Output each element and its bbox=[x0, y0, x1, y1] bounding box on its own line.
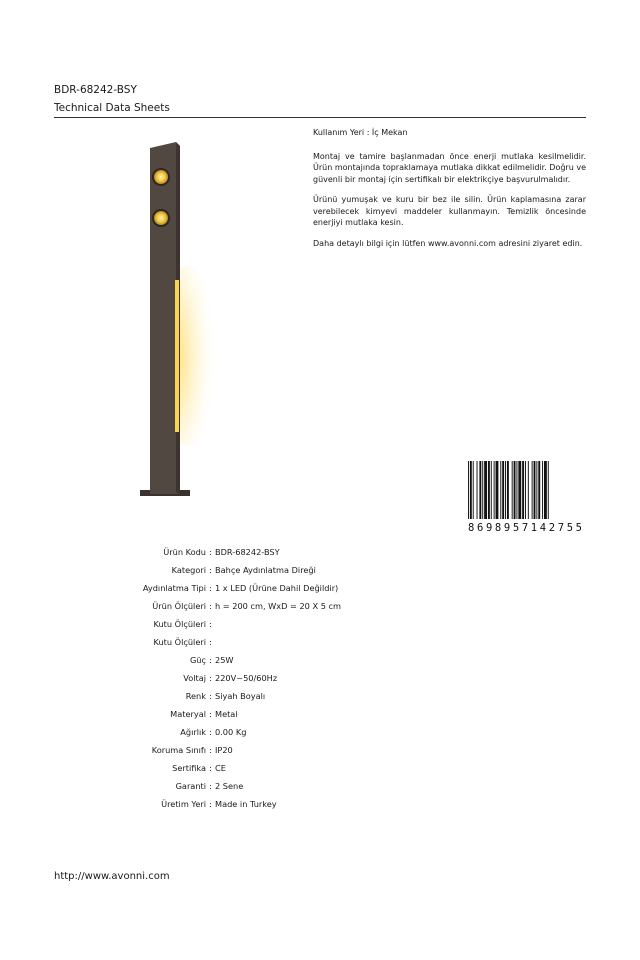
spec-value: 220V~50/60Hz bbox=[215, 673, 278, 683]
spec-key: Koruma Sınıfı bbox=[151, 745, 206, 755]
barcode bbox=[466, 461, 584, 533]
spec-value: IP20 bbox=[215, 745, 233, 755]
spec-row-box-dimensions-2: Kutu Ölçüleri : bbox=[60, 633, 341, 651]
spec-key: Ürün Kodu bbox=[163, 547, 206, 557]
cleaning-instructions: Ürünü yumuşak ve kuru bir bez ile silin. Ürün kaplamasına zarar verebilecek kimyevi maddeler kullanmayın. Temizlik öncesinde enerjiyi mutlaka kesin. bbox=[313, 195, 586, 227]
barcode-bar bbox=[502, 461, 504, 519]
spec-row-weight: Ağırlık : 0.00 Kg bbox=[60, 723, 341, 741]
spec-row-box-dimensions: Kutu Ölçüleri : bbox=[60, 615, 341, 633]
barcode-bar bbox=[470, 461, 472, 519]
spec-value: Made in Turkey bbox=[215, 799, 277, 809]
usage-location: Kullanım Yeri : İç Mekan bbox=[313, 128, 408, 137]
barcode-bar bbox=[532, 461, 533, 519]
spec-key: Renk bbox=[185, 691, 206, 701]
spec-value: 0.00 Kg bbox=[215, 727, 247, 737]
spec-key: Ağırlık bbox=[180, 727, 206, 737]
barcode-bar bbox=[484, 461, 487, 519]
barcode-bar bbox=[477, 461, 478, 519]
spec-table bbox=[60, 543, 341, 813]
spec-value: CE bbox=[215, 763, 226, 773]
spec-key: Materyal bbox=[170, 709, 206, 719]
spec-key: Voltaj bbox=[183, 673, 206, 683]
barcode-bar bbox=[536, 461, 537, 519]
spec-value: 1 x LED (Ürüne Dahil Değildir) bbox=[215, 583, 339, 593]
barcode-bar bbox=[514, 461, 516, 519]
spec-key: Garanti bbox=[175, 781, 206, 791]
spec-row-power: Güç : 25W bbox=[60, 651, 341, 669]
barcode-bar bbox=[482, 461, 483, 519]
spec-key: Güç bbox=[189, 655, 206, 665]
spec-row-origin: Üretim Yeri : Made in Turkey bbox=[60, 795, 341, 813]
installation-warning: Montaj ve tamire başlanmadan önce enerji mutlaka kesilmelidir. Ürün montajında topraklamaya mutlaka dikkat edilmelidir. Doğru ve güvenli bir montaj için sertifikalı bir elektrikçiye başvurulmalıdır. bbox=[313, 151, 586, 184]
barcode-graphic bbox=[466, 461, 584, 533]
barcode-bar bbox=[496, 461, 499, 519]
barcode-bar bbox=[542, 461, 543, 519]
spec-key: Sertifika bbox=[172, 763, 206, 773]
barcode-bar bbox=[473, 461, 474, 519]
spec-value: Bahçe Aydınlatma Direği bbox=[215, 565, 316, 575]
garden-pole-illustration bbox=[130, 138, 220, 503]
spec-key: Kutu Ölçüleri bbox=[153, 619, 206, 629]
barcode-digits: 8698957142755 bbox=[468, 522, 582, 533]
spec-key: Ürün Ölçüleri bbox=[152, 601, 206, 611]
spec-row-voltage: Voltaj : 220V~50/60Hz bbox=[60, 669, 341, 687]
spec-row-lighting-type: Aydınlatma Tipi : 1 x LED (Ürüne Dahil Değildir) bbox=[60, 579, 341, 597]
header bbox=[54, 83, 586, 118]
spec-value: 2 Sene bbox=[215, 781, 244, 791]
spec-value: h = 200 cm, WxD = 20 X 5 cm bbox=[215, 601, 341, 611]
spec-key: Aydınlatma Tipi bbox=[142, 583, 206, 593]
barcode-bar bbox=[548, 461, 549, 519]
spec-row-warranty: Garanti : 2 Sene bbox=[60, 777, 341, 795]
barcode-bar bbox=[468, 461, 469, 519]
spec-value: BDR-68242-BSY bbox=[215, 547, 280, 557]
barcode-bar bbox=[500, 461, 501, 519]
barcode-bar bbox=[528, 461, 529, 519]
spec-row-color: Renk : Siyah Boyalı bbox=[60, 687, 341, 705]
document-subtitle: Technical Data Sheets bbox=[54, 102, 170, 114]
spec-value: 25W bbox=[215, 655, 234, 665]
spec-row-protection-class: Koruma Sınıfı : IP20 bbox=[60, 741, 341, 759]
spec-key: Kategori bbox=[171, 565, 206, 575]
spec-key: Üretim Yeri bbox=[161, 799, 206, 809]
barcode-bar bbox=[538, 461, 540, 519]
barcode-bar bbox=[479, 461, 481, 519]
spec-row-category: Kategori : Bahçe Aydınlatma Direği bbox=[60, 561, 341, 579]
spec-row-product-code: Ürün Kodu : BDR-68242-BSY bbox=[60, 543, 341, 561]
barcode-bar bbox=[518, 461, 521, 519]
barcode-bar bbox=[544, 461, 547, 519]
barcode-bar bbox=[534, 461, 536, 519]
barcode-bar bbox=[512, 461, 513, 519]
spec-row-material: Materyal : Metal bbox=[60, 705, 341, 723]
spec-value: Metal bbox=[215, 709, 238, 719]
barcode-bar bbox=[491, 461, 492, 519]
product-code-title: BDR-68242-BSY bbox=[54, 84, 137, 96]
header-divider bbox=[54, 117, 586, 118]
barcode-bar bbox=[522, 461, 524, 519]
spec-key: Kutu Ölçüleri bbox=[153, 637, 206, 647]
spec-row-product-dimensions: Ürün Ölçüleri : h = 200 cm, WxD = 20 X 5 cm bbox=[60, 597, 341, 615]
barcode-bar bbox=[525, 461, 526, 519]
more-info-text: Daha detaylı bilgi için lütfen www.avonni.com adresini ziyaret edin. bbox=[313, 238, 583, 248]
product-image bbox=[130, 138, 220, 503]
barcode-bar bbox=[505, 461, 506, 519]
spec-value: Siyah Boyalı bbox=[215, 691, 266, 701]
barcode-bar bbox=[488, 461, 490, 519]
footer-url[interactable]: http://www.avonni.com bbox=[54, 871, 170, 882]
barcode-bar bbox=[494, 461, 495, 519]
barcode-bar bbox=[516, 461, 517, 519]
barcode-bar bbox=[507, 461, 509, 519]
usage-notes bbox=[313, 127, 586, 258]
spec-row-certificate: Sertifika : CE bbox=[60, 759, 341, 777]
